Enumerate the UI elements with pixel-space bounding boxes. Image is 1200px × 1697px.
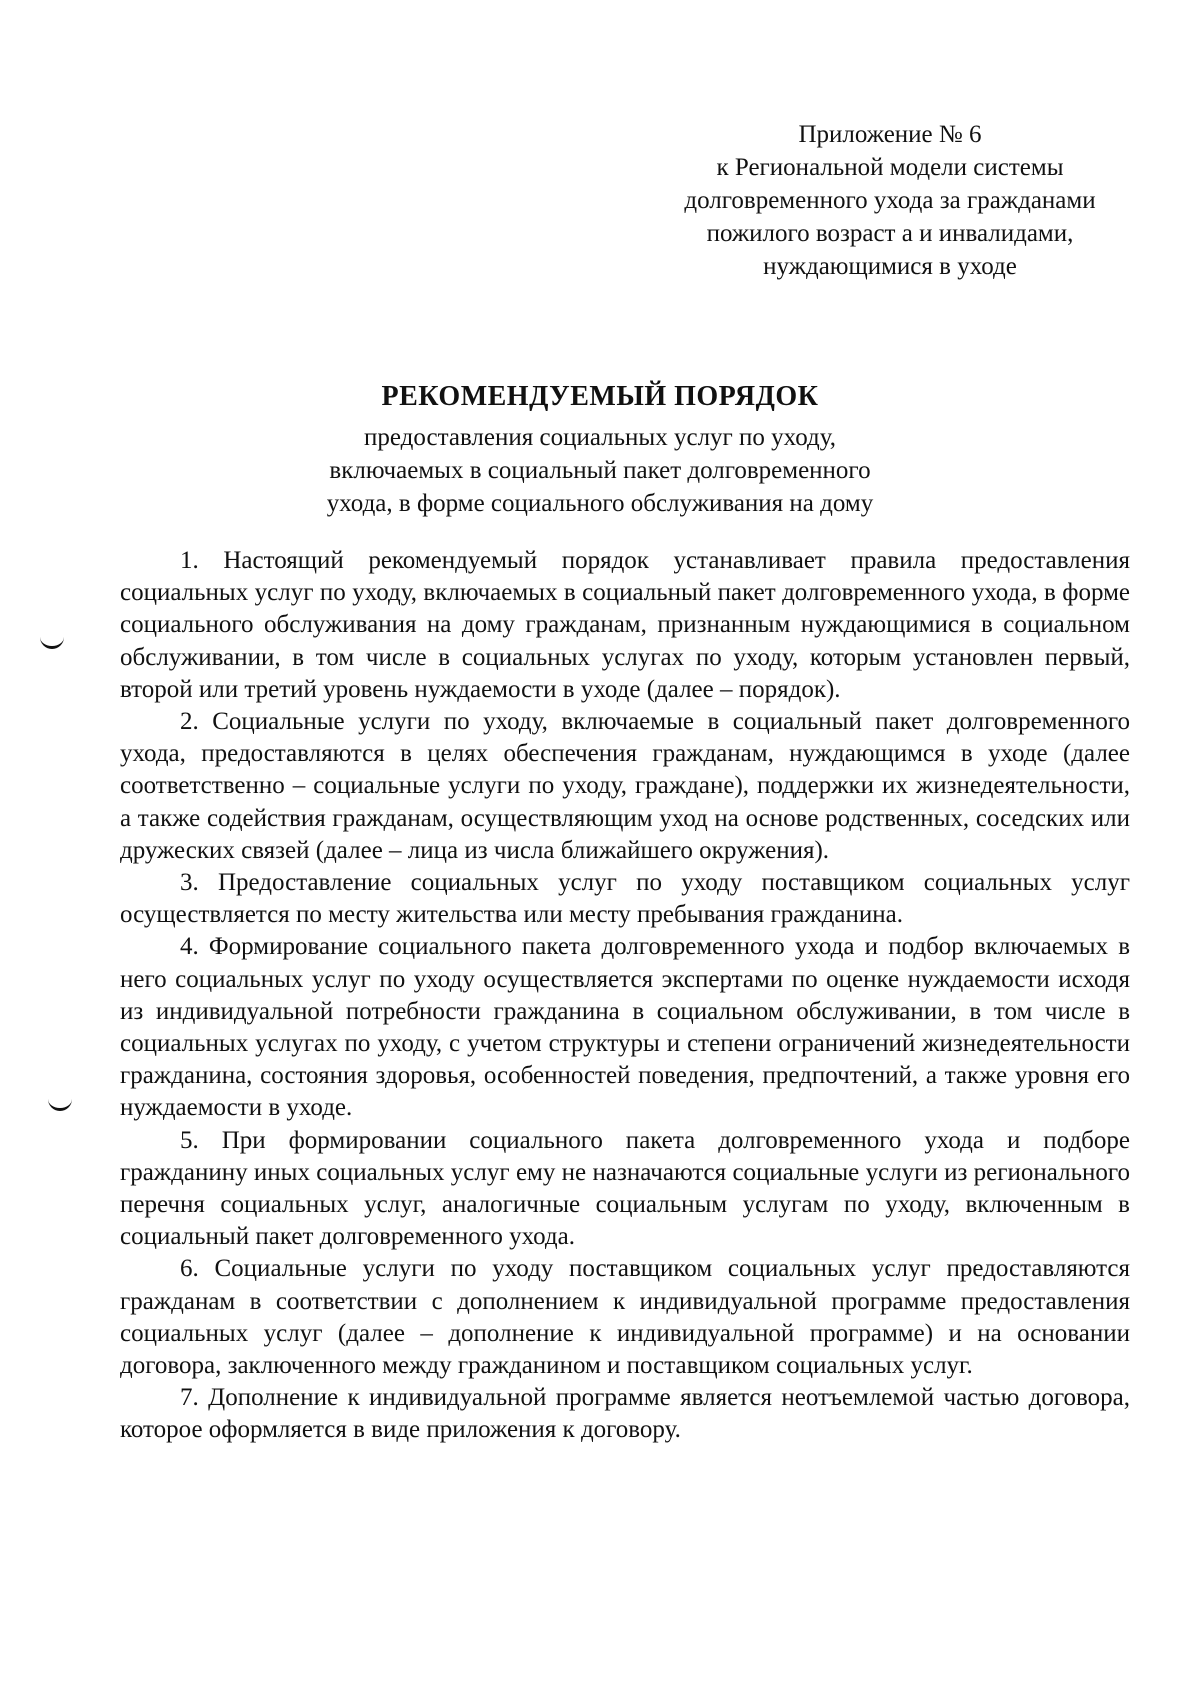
document-subtitle (0, 421, 1200, 520)
appendix-line: Приложение № 6 (798, 121, 982, 148)
appendix-line: нуждающимися в уходе (763, 253, 1017, 280)
appendix-line: пожилого возраст а и инвалидами, (706, 220, 1074, 247)
subtitle-line: ухода, в форме социального обслуживания на дому (326, 490, 874, 517)
paragraph-2: 2. Социальные услуги по уходу, включаемые в социальный пакет долговременного ухода, предоставляются в целях обеспечения гражданам, нуждающимся в уходе (далее соответственно – социальные услуги по уходу, граждане), поддержки их жизнедеятельности, а также содействия гражданам, осуществляющим уход на основе родственных, соседских или дружеских связей (далее – лица из числа ближайшего окружения). (120, 708, 1130, 864)
paragraph-6: 6. Социальные услуги по уходу поставщиком социальных услуг предоставляются гражданам в соответствии с дополнением к индивидуальной программе предоставления социальных услуг (далее – дополнение к индивидуальной программе) и на основании договора, заключенного между гражданином и поставщиком социальных услуг. (120, 1255, 1130, 1380)
binder-hole-mark (40, 636, 64, 649)
subtitle-line: предоставления социальных услуг по уходу, (364, 424, 836, 451)
appendix-line: к Региональной модели системы (716, 154, 1064, 181)
paragraph-5: 5. При формировании социального пакета долговременного ухода и подборе гражданину иных социальных услуг ему не назначаются социальные услуги из регионального перечня социальных услуг, аналогичные социальным услугам по уходу, включенным в социальный пакет долговременного ухода. (120, 1126, 1130, 1251)
paragraph-7: 7. Дополнение к индивидуальной программе является неотъемлемой частью договора, которое оформляется в виде приложения к договору. (120, 1384, 1130, 1444)
document-body (120, 545, 1130, 1447)
document-title: РЕКОМЕНДУЕМЫЙ ПОРЯДОК (381, 381, 819, 412)
binder-hole-mark (48, 1098, 72, 1111)
paragraph-4: 4. Формирование социального пакета долговременного ухода и подбор включаемых в него социальных услуг по уходу осуществляется экспертами по оценке нуждаемости исходя из индивидуальной потребности гражданина в социальном обслуживании, в том числе в социальных услугах по уходу, с учетом структуры и степени ограничений жизнедеятельности гражданина, состояния здоровья, особенностей поведения, предпочтений, а также уровня его нуждаемости в уходе. (120, 933, 1130, 1122)
appendix-line: долговременного ухода за гражданами (684, 187, 1096, 214)
paragraph-1: 1. Настоящий рекомендуемый порядок устанавливает правила предоставления социальных услуг по уходу, включаемых в социальный пакет долговременного ухода, в форме социального обслуживания на дому гражданам, признанным нуждающимися в социальном обслуживании, в том числе в социальных услугах по уходу, которым установлен первый, второй или третий уровень нуждаемости в уходе (далее – порядок). (120, 547, 1130, 703)
appendix-reference (640, 118, 1140, 283)
paragraph-3: 3. Предоставление социальных услуг по уходу поставщиком социальных услуг осуществляется по месту жительства или месту пребывания гражданина. (120, 869, 1130, 929)
subtitle-line: включаемых в социальный пакет долговременного (329, 457, 871, 484)
